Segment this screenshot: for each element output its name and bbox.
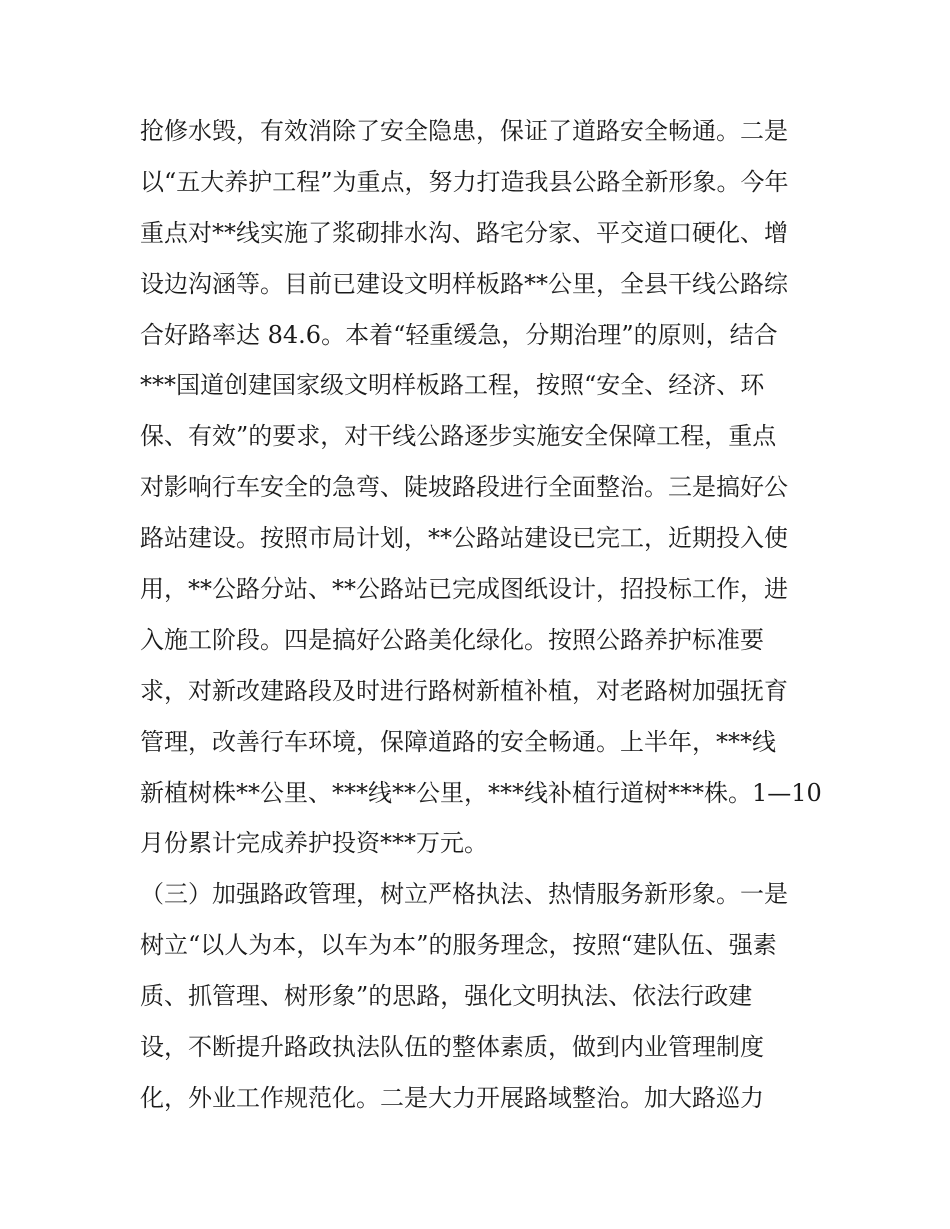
text-line: 设，不断提升路政执法队伍的整体素质，做到内业管理制度: [140, 1033, 764, 1062]
text-line: 保、有效”的要求，对干线公路逐步实施安全保障工程，重点: [140, 422, 777, 451]
text-line: 路站建设。按照市局计划，**公路站建设已完工，近期投入使: [140, 524, 788, 553]
text-line: 化，外业工作规范化。二是大力开展路域整治。加大路巡力: [140, 1083, 764, 1112]
text-line: 对影响行车安全的急弯、陡坡路段进行全面整治。三是搞好公: [140, 473, 788, 502]
text-line: 树立“以人为本，以车为本”的服务理念，按照“建队伍、强素: [140, 931, 777, 960]
text-line: 用，**公路分站、**公路站已完成图纸设计，招投标工作，进: [140, 575, 788, 604]
text-line: 合好路率达 84.6。本着“轻重缓急，分期治理”的原则，结合: [140, 320, 778, 349]
text-line: ***国道创建国家级文明样板路工程，按照“安全、经济、环: [140, 371, 765, 400]
text-line: 设边沟涵等。目前已建设文明样板路**公里，全县干线公路综: [140, 269, 788, 298]
text-line: 管理，改善行车环境，保障道路的安全畅通。上半年，***线: [140, 727, 776, 756]
text-line: 质、抓管理、树形象”的思路，强化文明执法、依法行政建: [140, 982, 753, 1011]
text-line: 月份累计完成养护投资***万元。: [140, 829, 488, 858]
text-line: 求，对新改建路段及时进行路树新植补植，对老路树加强抚育: [140, 676, 788, 705]
text-line: 新植树株**公里、***线**公里，***线补植行道树***株。1—10: [140, 778, 822, 807]
text-line: 入施工阶段。四是搞好公路美化绿化。按照公路养护标准要: [140, 625, 764, 654]
text-line: 抢修水毁，有效消除了安全隐患，保证了道路安全畅通。二是: [140, 117, 788, 145]
section-heading-line: （三）加强路政管理，树立严格执法、热情服务新形象。一是: [140, 880, 788, 909]
body-text: [140, 106, 840, 1124]
text-line: 以“五大养护工程”为重点，努力打造我县公路全新形象。今年: [140, 167, 789, 196]
text-line: 重点对**线实施了浆砌排水沟、路宅分家、平交道口硬化、增: [140, 218, 788, 247]
